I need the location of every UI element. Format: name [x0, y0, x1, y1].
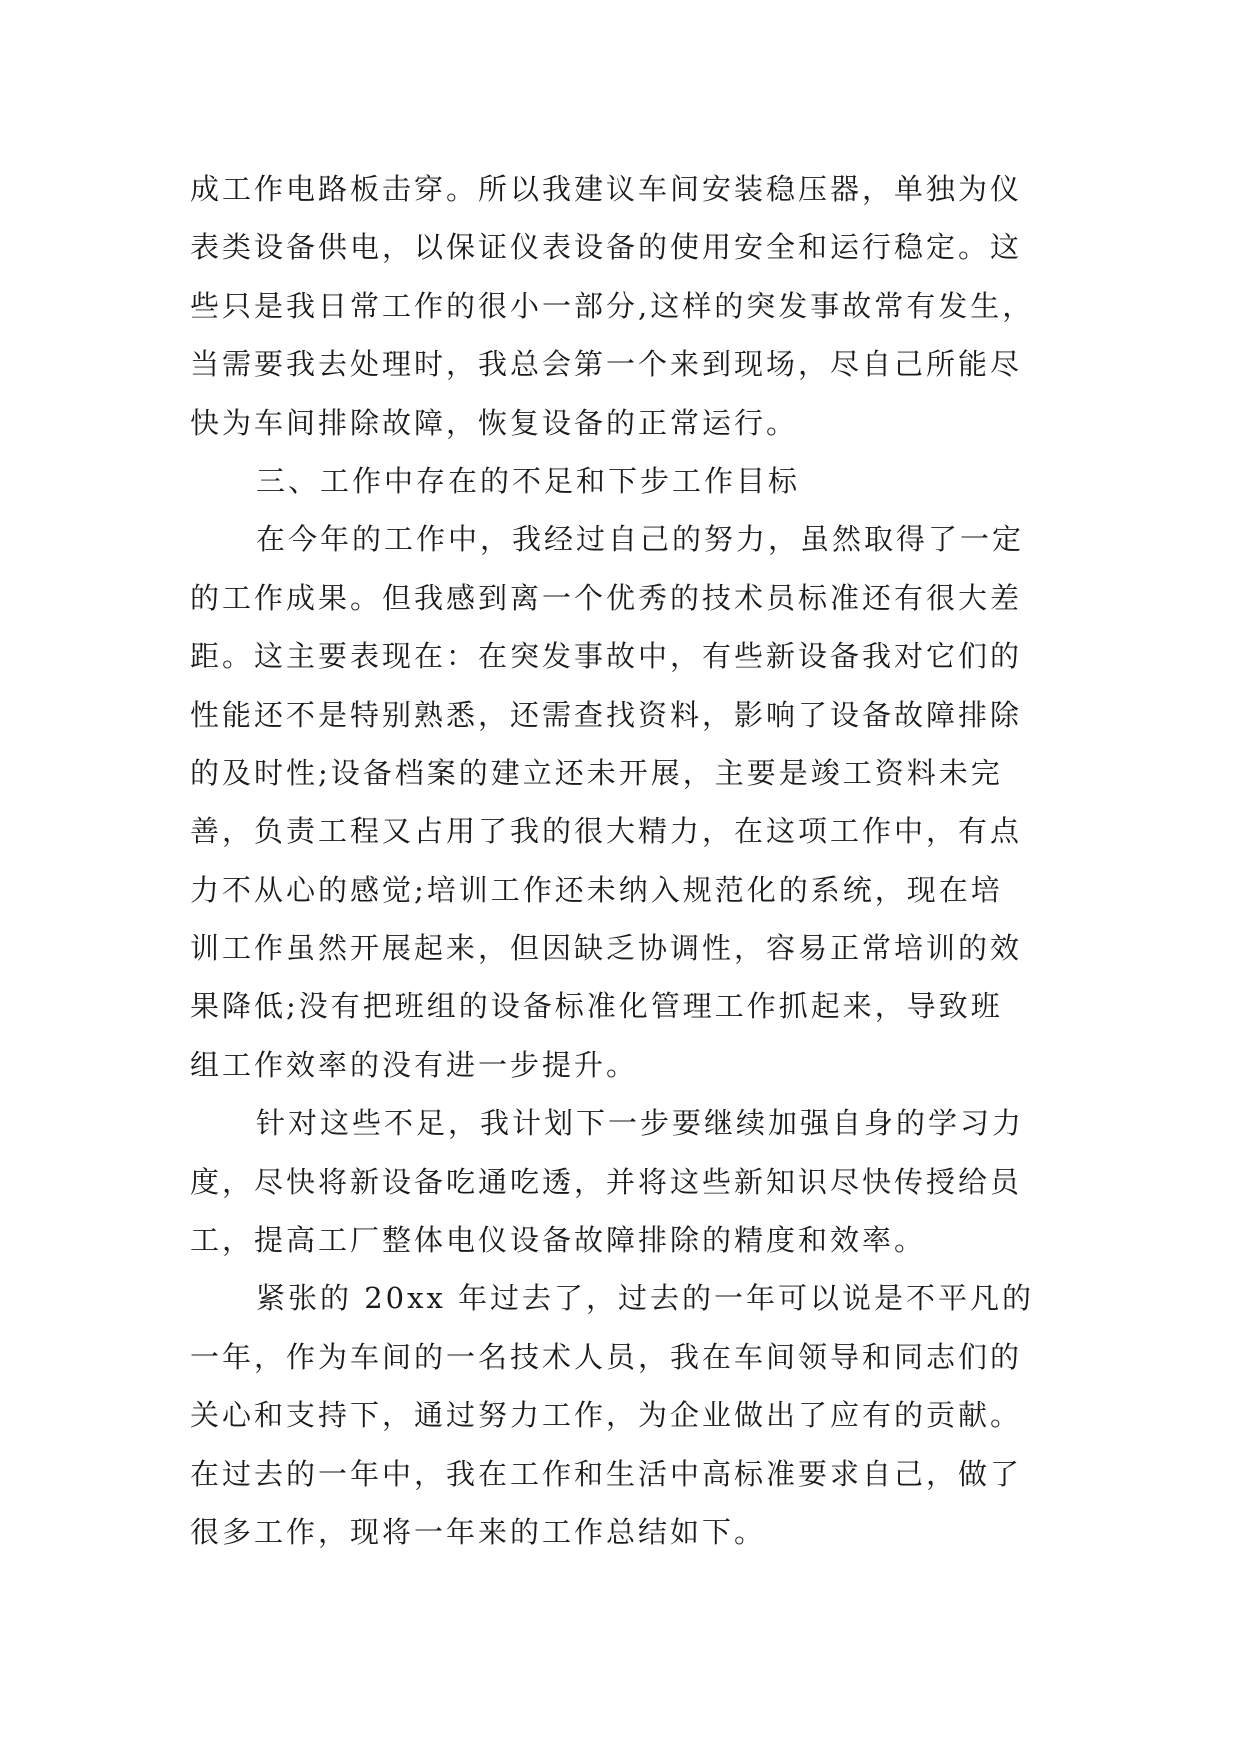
text-line: 性能还不是特别熟悉，还需查找资料，影响了设备故障排除: [190, 697, 1023, 732]
text-line: 距。这主要表现在：在突发事故中，有些新设备我对它们的: [190, 639, 1023, 674]
text-line: 快为车间排除故障，恢复设备的正常运行。: [190, 405, 799, 440]
text-line: 的工作成果。但我感到离一个优秀的技术员标准还有很大差: [190, 580, 1023, 615]
text-line: 针对这些不足，我计划下一步要继续加强自身的学习力: [256, 1106, 1025, 1141]
text-line: 度，尽快将新设备吃通吃透，并将这些新知识尽快传授给员: [190, 1164, 1023, 1199]
text-line: 训工作虽然开展起来，但因缺乏协调性，容易正常培训的效: [190, 931, 1023, 966]
text-line: 组工作效率的没有进一步提升。: [190, 1047, 639, 1082]
document-body: [190, 160, 1090, 1561]
text-line: 果降低;没有把班组的设备标准化管理工作抓起来，导致班: [190, 989, 1003, 1024]
text-line: 表类设备供电，以保证仪表设备的使用安全和运行稳定。这: [190, 230, 1023, 265]
text-line: 工，提高工厂整体电仪设备故障排除的精度和效率。: [190, 1223, 927, 1258]
text-line: 紧张的 20xx 年过去了，过去的一年可以说是不平凡的: [256, 1281, 1035, 1316]
text-line: 力不从心的感觉;培训工作还未纳入规范化的系统，现在培: [190, 872, 1003, 907]
text-line: 在过去的一年中，我在工作和生活中高标准要求自己，做了: [190, 1456, 1023, 1491]
text-line: 当需要我去处理时，我总会第一个来到现场，尽自己所能尽: [190, 347, 1023, 382]
text-line: 在今年的工作中，我经过自己的努力，虽然取得了一定: [256, 522, 1025, 557]
text-line: 善，负责工程又占用了我的很大精力，在这项工作中，有点: [190, 814, 1023, 849]
text-line: 三、工作中存在的不足和下步工作目标: [256, 463, 801, 498]
text-line: 很多工作，现将一年来的工作总结如下。: [190, 1514, 767, 1549]
text-line: 的及时性;设备档案的建立还未开展，主要是竣工资料未完: [190, 755, 1003, 790]
text-line: 一年，作为车间的一名技术人员，我在车间领导和同志们的: [190, 1339, 1023, 1374]
text-line: 些只是我日常工作的很小一部分,这样的突发事故常有发生，: [190, 288, 1035, 323]
text-line: 成工作电路板击穿。所以我建议车间安装稳压器，单独为仪: [190, 172, 1023, 206]
text-line: 关心和支持下，通过努力工作，为企业做出了应有的贡献。: [190, 1398, 1023, 1433]
